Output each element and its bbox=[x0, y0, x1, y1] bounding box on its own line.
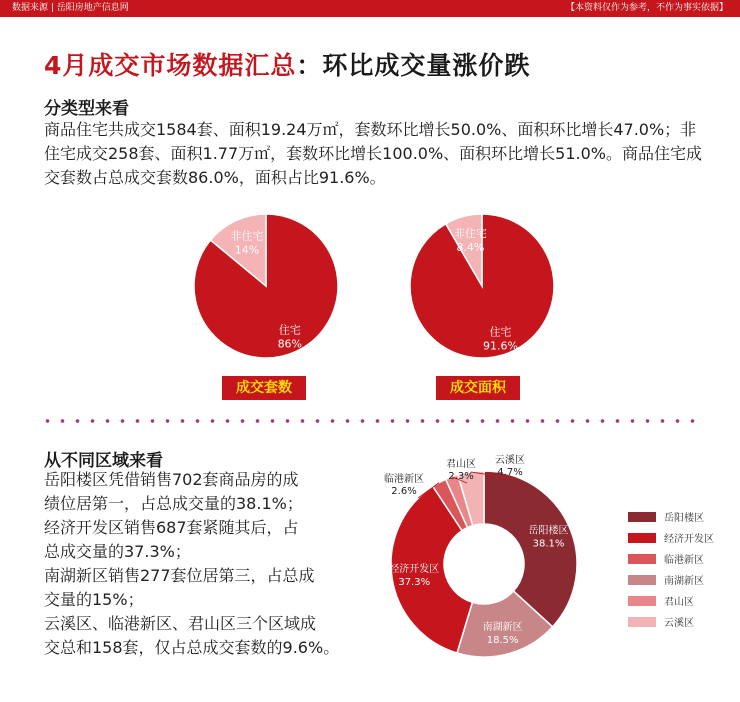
legend-label: 岳阳楼区 bbox=[664, 513, 704, 524]
donut-label: 岳阳楼区 bbox=[528, 525, 569, 537]
legend-label: 君山区 bbox=[664, 597, 694, 608]
area-caption: 成交面积 bbox=[436, 376, 520, 400]
legend-item bbox=[628, 571, 728, 592]
section-text-type: 商品住宅共成交1584套、面积19.24万㎡，套数环比增长50.0%、面积环比增长47.0%；非住宅成交258套、面积1.77万㎡，套数环比增长100.0%、面积环比增长51.0%。商品住宅成交套数占总成交套数86.0%，面积占比91.6%。 bbox=[44, 120, 703, 187]
legend-label: 南湖新区 bbox=[664, 576, 704, 587]
district-text-line: 南湖新区销售277套位居第三，占总成 bbox=[44, 566, 315, 585]
pie-units-chart bbox=[186, 206, 346, 366]
section-heading-type: 分类型来看 bbox=[44, 99, 129, 119]
donut-value-label: 38.1% bbox=[532, 538, 565, 550]
units-caption: 成交套数 bbox=[222, 376, 306, 400]
legend-swatch bbox=[628, 512, 656, 522]
district-legend bbox=[628, 508, 728, 634]
legend-swatch bbox=[628, 533, 656, 543]
pie-label: 非住宅 bbox=[453, 226, 487, 240]
donut-value-label: 4.7% bbox=[497, 467, 523, 478]
pie-value-label: 8.4% bbox=[456, 240, 485, 254]
legend-item bbox=[628, 550, 728, 571]
donut-value-label: 18.5% bbox=[486, 634, 519, 646]
district-text-line: 交量的15%； bbox=[44, 590, 144, 609]
donut-value-label: 37.3% bbox=[398, 577, 431, 589]
pie-value-label: 86% bbox=[277, 337, 303, 351]
section-heading-district: 从不同区域来看 bbox=[44, 451, 163, 471]
title-black-part: 环比成交量涨价跌 bbox=[322, 51, 531, 80]
donut-label: 经济开发区 bbox=[389, 564, 440, 576]
legend-item bbox=[628, 592, 728, 613]
district-donut-chart bbox=[360, 448, 610, 674]
donut-label: 云溪区 bbox=[495, 455, 525, 466]
legend-item bbox=[628, 613, 728, 634]
pie-value-label: 91.6% bbox=[482, 339, 518, 353]
district-text-line: 总成交量的37.3%； bbox=[44, 542, 191, 561]
dotted-divider bbox=[40, 418, 700, 424]
pie-label: 住宅 bbox=[278, 323, 301, 337]
district-text-line: 绩位居第一，占总成交量的38.1%； bbox=[44, 494, 303, 513]
section-text-district bbox=[44, 468, 374, 660]
legend-item bbox=[628, 529, 728, 550]
district-text-line: 云溪区、临港新区、君山区三个区域成 bbox=[44, 614, 317, 633]
donut-label: 南湖新区 bbox=[482, 621, 523, 633]
legend-item bbox=[628, 508, 728, 529]
district-text-line: 交总和158套，仅占总成交套数的9.6%。 bbox=[44, 638, 340, 657]
legend-label: 临港新区 bbox=[664, 555, 704, 566]
pie-area-chart bbox=[402, 206, 562, 366]
top-banner bbox=[0, 0, 740, 17]
legend-swatch bbox=[628, 596, 656, 606]
data-source: 数据来源 | 岳阳房地产信息网 bbox=[12, 3, 129, 13]
donut-value-label: 2.3% bbox=[448, 471, 474, 482]
title-red-part: 4月成交市场数据汇总 bbox=[44, 51, 297, 80]
legend-swatch bbox=[628, 575, 656, 585]
district-text-line: 岳阳楼区凭借销售702套商品房的成 bbox=[44, 470, 299, 489]
donut-label: 君山区 bbox=[446, 459, 476, 470]
legend-swatch bbox=[628, 617, 656, 627]
legend-label: 经济开发区 bbox=[664, 534, 714, 545]
donut-value-label: 2.6% bbox=[391, 486, 417, 497]
donut-label: 临港新区 bbox=[384, 474, 424, 485]
pie-label: 住宅 bbox=[489, 325, 512, 339]
disclaimer: 【本资料仅作为参考，不作为事实依据】 bbox=[565, 3, 728, 13]
pie-label: 非住宅 bbox=[230, 229, 264, 243]
legend-label: 云溪区 bbox=[664, 618, 694, 629]
pie-value-label: 14% bbox=[234, 243, 260, 257]
district-text-line: 经济开发区销售687套紧随其后，占 bbox=[44, 518, 299, 537]
title-colon: ： bbox=[296, 51, 323, 80]
legend-swatch bbox=[628, 554, 656, 564]
page-title bbox=[44, 46, 530, 82]
